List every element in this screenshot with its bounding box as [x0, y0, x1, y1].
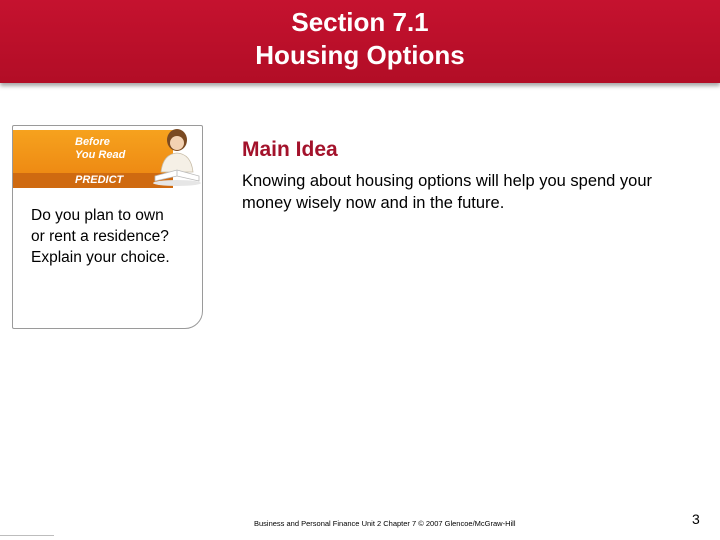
main-idea-heading: Main Idea [242, 138, 338, 161]
corner-divider [0, 535, 54, 536]
footer-citation: Business and Personal Finance Unit 2 Chapter 7 © 2007 Glencoe/McGraw-Hill [254, 519, 516, 528]
predict-banner [13, 126, 202, 189]
before-you-read-card [12, 125, 203, 329]
banner-line-you-read: You Read [75, 149, 126, 161]
slide-header [0, 0, 720, 83]
predict-label: PREDICT [75, 174, 124, 186]
reading-student-icon [141, 126, 203, 188]
banner-line-before: Before [75, 136, 110, 148]
predict-question: Do you plan to own or rent a residence? Explain your choice. [31, 207, 170, 266]
slide-title-section: Section 7.1 [291, 7, 429, 37]
slide-title-topic: Housing Options [255, 40, 465, 70]
main-idea-text: Knowing about housing options will help you spend your money wisely now and in the future. [242, 172, 653, 212]
slide-page-number: 3 [692, 511, 700, 527]
